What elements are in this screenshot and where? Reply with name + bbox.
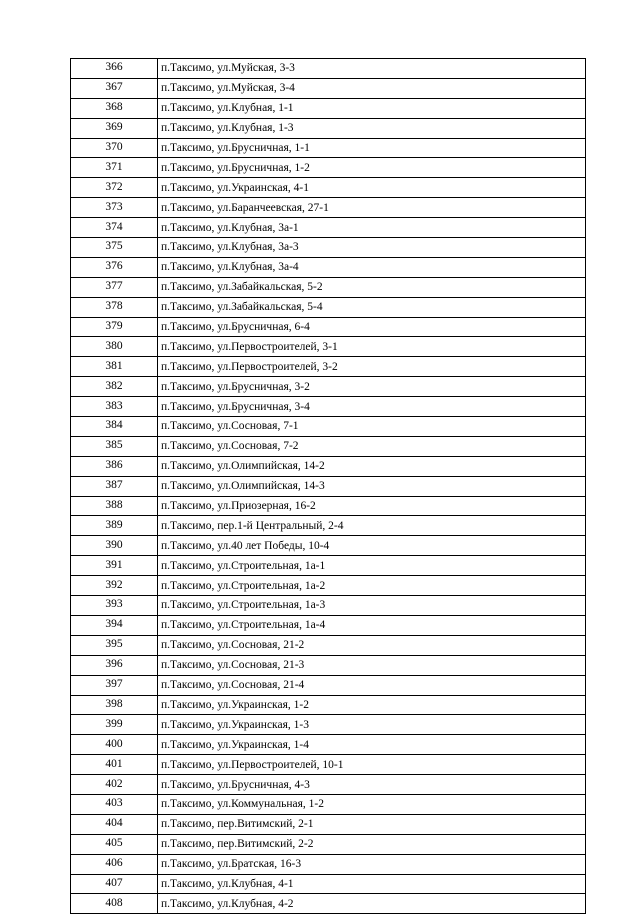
table-row — [71, 775, 586, 795]
table-row — [71, 417, 586, 437]
row-number: 378 — [71, 297, 158, 317]
row-number: 408 — [71, 894, 158, 914]
row-number: 374 — [71, 218, 158, 238]
row-number: 371 — [71, 158, 158, 178]
row-number: 387 — [71, 476, 158, 496]
address-cell: п.Таксимо, ул.Первостроителей, 10-1 — [158, 755, 586, 775]
table-row — [71, 436, 586, 456]
address-cell: п.Таксимо, ул.Сосновая, 21-3 — [158, 655, 586, 675]
address-cell: п.Таксимо, пер.1-й Центральный, 2-4 — [158, 516, 586, 536]
address-cell: п.Таксимо, ул.Украинская, 1-3 — [158, 715, 586, 735]
table-row — [71, 496, 586, 516]
address-cell: п.Таксимо, ул.Клубная, 3а-4 — [158, 257, 586, 277]
table-row — [71, 615, 586, 635]
row-number: 394 — [71, 615, 158, 635]
address-cell: п.Таксимо, ул.Брусничная, 3-2 — [158, 377, 586, 397]
address-cell: п.Таксимо, ул.Клубная, 1-3 — [158, 118, 586, 138]
address-cell: п.Таксимо, ул.Строительная, 1а-3 — [158, 596, 586, 616]
row-number: 377 — [71, 277, 158, 297]
table-row — [71, 118, 586, 138]
row-number: 372 — [71, 178, 158, 198]
row-number: 383 — [71, 397, 158, 417]
address-cell: п.Таксимо, ул.Братская, 16-3 — [158, 854, 586, 874]
table-row — [71, 198, 586, 218]
table-row — [71, 874, 586, 894]
table-row — [71, 695, 586, 715]
address-cell: п.Таксимо, ул.Брусничная, 1-2 — [158, 158, 586, 178]
row-number: 393 — [71, 596, 158, 616]
table-row — [71, 516, 586, 536]
address-cell: п.Таксимо, ул.Забайкальская, 5-4 — [158, 297, 586, 317]
address-cell: п.Таксимо, ул.Брусничная, 4-3 — [158, 775, 586, 795]
address-cell: п.Таксимо, ул.Забайкальская, 5-2 — [158, 277, 586, 297]
table-body — [71, 59, 586, 914]
row-number: 385 — [71, 436, 158, 456]
table-row — [71, 596, 586, 616]
table-row — [71, 536, 586, 556]
table-row — [71, 635, 586, 655]
address-cell: п.Таксимо, ул.Баранчеевская, 27-1 — [158, 198, 586, 218]
table-row — [71, 98, 586, 118]
address-cell: п.Таксимо, пер.Витимский, 2-1 — [158, 814, 586, 834]
address-cell: п.Таксимо, ул.Сосновая, 7-1 — [158, 417, 586, 437]
address-cell: п.Таксимо, ул.Украинская, 1-4 — [158, 735, 586, 755]
table-row — [71, 715, 586, 735]
table-row — [71, 814, 586, 834]
row-number: 380 — [71, 337, 158, 357]
table-row — [71, 556, 586, 576]
row-number: 395 — [71, 635, 158, 655]
address-cell: п.Таксимо, ул.Олимпийская, 14-3 — [158, 476, 586, 496]
address-cell: п.Таксимо, ул.Первостроителей, 3-2 — [158, 357, 586, 377]
table-row — [71, 317, 586, 337]
row-number: 405 — [71, 834, 158, 854]
table-row — [71, 297, 586, 317]
table-row — [71, 854, 586, 874]
address-cell: п.Таксимо, ул.Олимпийская, 14-2 — [158, 456, 586, 476]
table-row — [71, 59, 586, 79]
table-row — [71, 238, 586, 258]
row-number: 375 — [71, 238, 158, 258]
row-number: 366 — [71, 59, 158, 79]
table-row — [71, 834, 586, 854]
table-row — [71, 277, 586, 297]
row-number: 406 — [71, 854, 158, 874]
address-table — [70, 58, 586, 914]
table-row — [71, 218, 586, 238]
table-row — [71, 138, 586, 158]
row-number: 400 — [71, 735, 158, 755]
table-row — [71, 377, 586, 397]
row-number: 368 — [71, 98, 158, 118]
address-cell: п.Таксимо, ул.Клубная, 3а-1 — [158, 218, 586, 238]
address-cell: п.Таксимо, ул.Муйская, 3-3 — [158, 59, 586, 79]
table-row — [71, 257, 586, 277]
table-row — [71, 78, 586, 98]
table-row — [71, 655, 586, 675]
table-row — [71, 456, 586, 476]
row-number: 384 — [71, 417, 158, 437]
address-cell: п.Таксимо, ул.Клубная, 4-2 — [158, 894, 586, 914]
row-number: 396 — [71, 655, 158, 675]
row-number: 376 — [71, 257, 158, 277]
row-number: 382 — [71, 377, 158, 397]
address-cell: п.Таксимо, ул.Украинская, 1-2 — [158, 695, 586, 715]
table-row — [71, 735, 586, 755]
address-cell: п.Таксимо, ул.Строительная, 1а-2 — [158, 576, 586, 596]
table-row — [71, 894, 586, 914]
row-number: 392 — [71, 576, 158, 596]
address-cell: п.Таксимо, ул.Клубная, 3а-3 — [158, 238, 586, 258]
table-row — [71, 576, 586, 596]
table-row — [71, 476, 586, 496]
row-number: 390 — [71, 536, 158, 556]
address-cell: п.Таксимо, ул.Клубная, 1-1 — [158, 98, 586, 118]
address-cell: п.Таксимо, ул.Клубная, 4-1 — [158, 874, 586, 894]
table-row — [71, 794, 586, 814]
row-number: 373 — [71, 198, 158, 218]
row-number: 381 — [71, 357, 158, 377]
table-row — [71, 397, 586, 417]
row-number: 379 — [71, 317, 158, 337]
address-cell: п.Таксимо, ул.Сосновая, 21-4 — [158, 675, 586, 695]
address-cell: п.Таксимо, ул.Строительная, 1а-1 — [158, 556, 586, 576]
table-row — [71, 755, 586, 775]
row-number: 369 — [71, 118, 158, 138]
row-number: 386 — [71, 456, 158, 476]
table-row — [71, 337, 586, 357]
row-number: 401 — [71, 755, 158, 775]
address-cell: п.Таксимо, ул.Сосновая, 7-2 — [158, 436, 586, 456]
address-cell: п.Таксимо, ул.Брусничная, 3-4 — [158, 397, 586, 417]
table-row — [71, 178, 586, 198]
table-row — [71, 158, 586, 178]
row-number: 397 — [71, 675, 158, 695]
row-number: 399 — [71, 715, 158, 735]
row-number: 403 — [71, 794, 158, 814]
row-number: 402 — [71, 775, 158, 795]
row-number: 370 — [71, 138, 158, 158]
address-cell: п.Таксимо, ул.Сосновая, 21-2 — [158, 635, 586, 655]
row-number: 407 — [71, 874, 158, 894]
row-number: 404 — [71, 814, 158, 834]
address-cell: п.Таксимо, ул.40 лет Победы, 10-4 — [158, 536, 586, 556]
address-cell: п.Таксимо, ул.Украинская, 4-1 — [158, 178, 586, 198]
address-cell: п.Таксимо, ул.Коммунальная, 1-2 — [158, 794, 586, 814]
address-cell: п.Таксимо, пер.Витимский, 2-2 — [158, 834, 586, 854]
row-number: 367 — [71, 78, 158, 98]
address-cell: п.Таксимо, ул.Брусничная, 6-4 — [158, 317, 586, 337]
row-number: 391 — [71, 556, 158, 576]
address-cell: п.Таксимо, ул.Брусничная, 1-1 — [158, 138, 586, 158]
address-cell: п.Таксимо, ул.Приозерная, 16-2 — [158, 496, 586, 516]
row-number: 398 — [71, 695, 158, 715]
address-cell: п.Таксимо, ул.Муйская, 3-4 — [158, 78, 586, 98]
table-row — [71, 357, 586, 377]
address-cell: п.Таксимо, ул.Первостроителей, 3-1 — [158, 337, 586, 357]
address-cell: п.Таксимо, ул.Строительная, 1а-4 — [158, 615, 586, 635]
row-number: 389 — [71, 516, 158, 536]
table-row — [71, 675, 586, 695]
row-number: 388 — [71, 496, 158, 516]
